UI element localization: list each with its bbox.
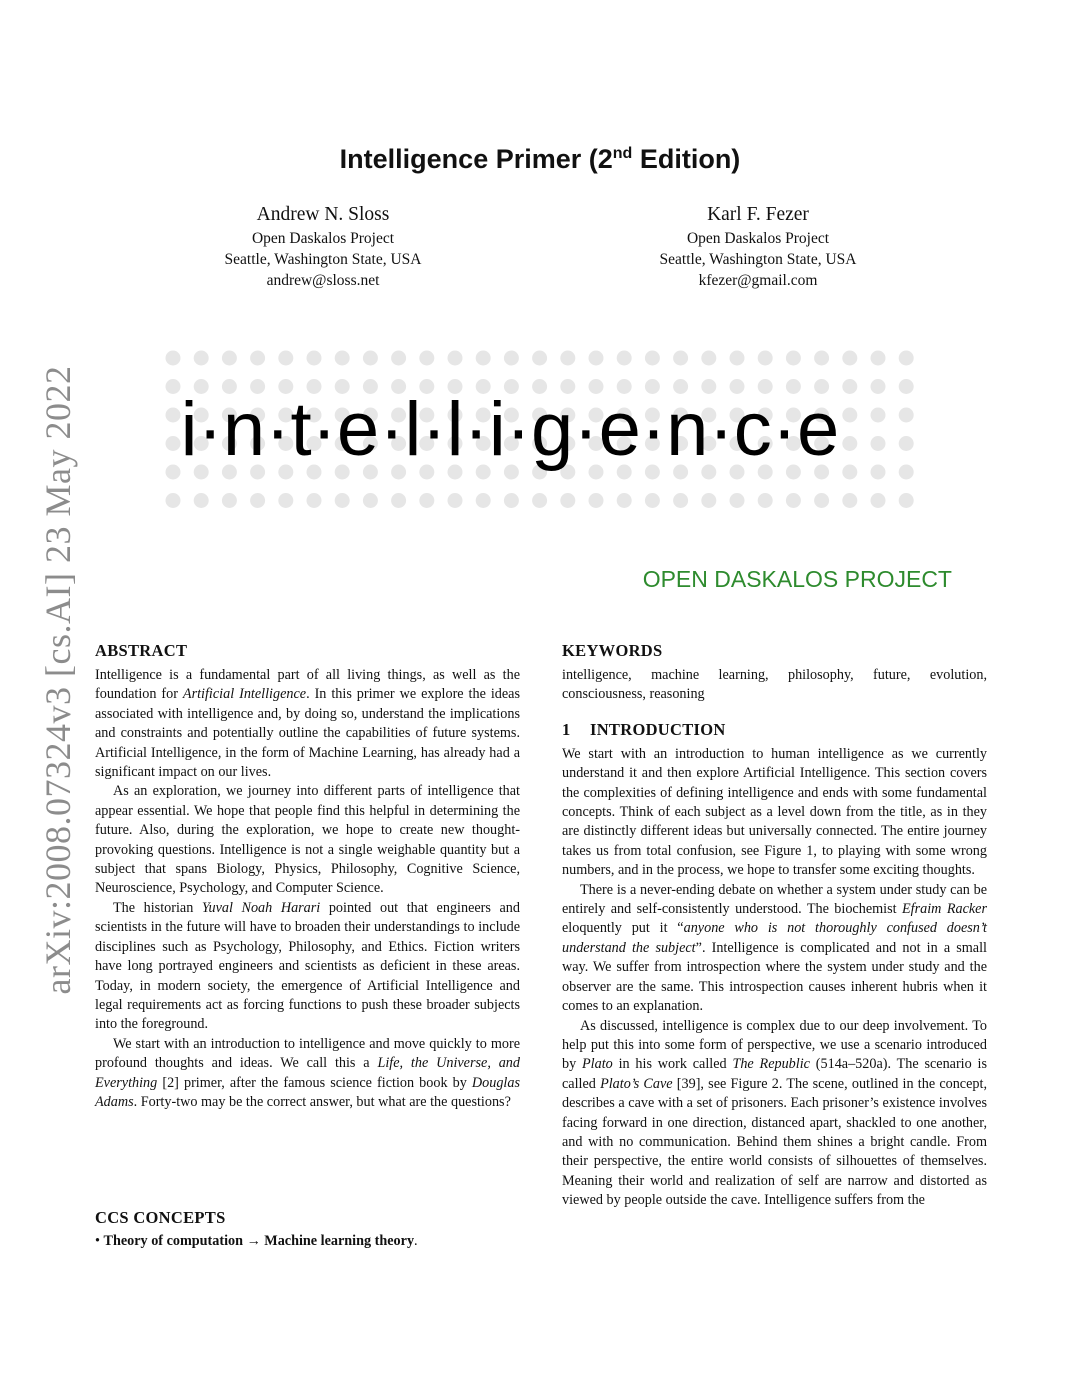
- logo-dot: [419, 351, 434, 366]
- author-block: [143, 202, 503, 291]
- logo-dot: [589, 493, 604, 508]
- logo-dot: [871, 379, 886, 394]
- logo-dot: [786, 493, 801, 508]
- logo-dot: [391, 493, 406, 508]
- logo-word: i·n·t·e·l·l·i·g·e·n·c·e: [180, 387, 840, 472]
- logo-dot: [363, 351, 378, 366]
- paper-title: Intelligence Primer (2nd Edition): [339, 144, 741, 174]
- logo-dot: [222, 351, 237, 366]
- author-affiliation: Open Daskalos Project: [686, 230, 830, 247]
- logo-dot: [532, 493, 547, 508]
- logo-dot: [899, 436, 914, 451]
- logo-dot: [504, 351, 519, 366]
- logo-dot: [504, 493, 519, 508]
- logo-dot: [476, 351, 491, 366]
- logo-dot: [335, 493, 350, 508]
- logo-dot: [476, 493, 491, 508]
- logo-dot: [701, 351, 716, 366]
- author-email: andrew@sloss.net: [266, 272, 380, 289]
- logo-dot: [617, 351, 632, 366]
- abstract-paragraph: As an exploration, we journey into different parts of intelligence that appear essential. We hope that people find this helpful in determining the future. Also, during the exploration, we hope to create new thought-provoking questions. Intelligence is not a single weighable quantity but a subject that spans Biology, Physics, Philosophy, Cognitive Science, Neuroscience, Psychology, and Computer Science.: [95, 783, 520, 897]
- logo-dot: [307, 493, 322, 508]
- logo-dot: [673, 493, 688, 508]
- logo-dot: [842, 351, 857, 366]
- logo-dot: [871, 493, 886, 508]
- logo-dot: [419, 493, 434, 508]
- logo-dot: [194, 493, 209, 508]
- logo-dot: [871, 351, 886, 366]
- logo-dot: [673, 351, 688, 366]
- logo-dot: [448, 351, 463, 366]
- logo-dot: [617, 493, 632, 508]
- left-column: [95, 640, 520, 1112]
- logo-dot: [899, 493, 914, 508]
- logo-dot: [758, 493, 773, 508]
- introduction-heading: 1 INTRODUCTION: [562, 719, 726, 739]
- logo-dot: [560, 351, 575, 366]
- logo-dot: [758, 351, 773, 366]
- logo-dot: [335, 351, 350, 366]
- logo-dot: [166, 351, 181, 366]
- logo-dot: [899, 408, 914, 423]
- abstract-paragraph: We start with an introduction to intelligence and move quickly to more profound thoughts and ideas. We call this a Life, the Universe, and Everything [2] primer, after the famous science fiction book by Douglas Adams. Forty-two may be the correct answer, but what are the questions?: [95, 1035, 520, 1110]
- logo-dot: [701, 493, 716, 508]
- logo-dot: [842, 493, 857, 508]
- logo-dot: [532, 351, 547, 366]
- arxiv-identifier: arXiv:2008.07324v3 [cs.AI] 23 May 2022: [38, 365, 78, 995]
- intro-paragraph: As discussed, intelligence is complex due to our deep involvement. To help put this into some form of perspective, we use a scenario introduced by Plato in his work called The Republic (514a–520a). The scenario is called Plato’s Cave [39], see Figure 2. The scene, outlined in the concept, describes a cave with a set of prisoners. Each prisoner’s existence involves facing forward in one direction, distanced apart, shackled to one another, and with no communication. Behind them shines a bright candle. From their perspective, the entire world consists of silhouettes of themselves. Meaning their world and realization of self are narrow and distorted as viewed by people outside the cave. Intelligence suffers from the: [562, 1017, 987, 1209]
- logo-dot: [786, 351, 801, 366]
- author-block: [578, 202, 938, 291]
- logo-dot: [250, 493, 265, 508]
- logo-dot: [363, 493, 378, 508]
- project-name: OPEN DASKALOS PROJECT: [642, 566, 952, 592]
- author-name: Karl F. Fezer: [707, 204, 809, 225]
- author-name: Andrew N. Sloss: [256, 204, 390, 225]
- logo-dot: [278, 351, 293, 366]
- logo-dot: [448, 493, 463, 508]
- author-affiliation: Open Daskalos Project: [251, 230, 395, 247]
- logo-dot: [278, 493, 293, 508]
- author-location: Seattle, Washington State, USA: [659, 251, 857, 268]
- logo-dot: [814, 493, 829, 508]
- logo-dot: [222, 493, 237, 508]
- intro-paragraph: There is a never-ending debate on whether a system under study can be entirely and self-consistently understood. The biochemist Efraim Racker eloquently put it “anyone who is not thoroughly confused doesn’t understand the subject”. Intelligence is complicated and not in a small way. We suffer from introspection where the system under study and the observer are the same. This introspection causes inherent hubris when it comes to an explanation.: [562, 881, 987, 1015]
- arxiv-sidebar: [38, 360, 78, 1000]
- keywords-heading: KEYWORDS: [562, 641, 663, 660]
- right-column: [562, 640, 987, 1211]
- intelligence-logo: [160, 345, 920, 515]
- ccs-concepts: • Theory of computation → Machine learning theory.: [95, 1233, 418, 1249]
- logo-dot: [871, 465, 886, 480]
- keywords-text: intelligence, machine learning, philosophy, future, evolution, consciousness, reasoning: [562, 667, 987, 703]
- intro-paragraph: We start with an introduction to human intelligence as we currently understand it and then explore Artificial Intelligence. This section covers the complexities of defining intelligence and ends with some fundamental concepts. Think of each subject as a level down from the title, as in they are distinctly different ideas but universally connected. The entire journey takes us from total confusion, see Figure 1, to playing with some wrong numbers, and in the process, we hope to transfer some exciting thoughts.: [562, 745, 987, 879]
- author-email: kfezer@gmail.com: [698, 272, 818, 289]
- logo-dot: [589, 351, 604, 366]
- logo-dot: [871, 408, 886, 423]
- logo-dot: [814, 351, 829, 366]
- logo-dot: [899, 465, 914, 480]
- logo-dot: [307, 351, 322, 366]
- logo-dot: [250, 351, 265, 366]
- logo-dot: [391, 351, 406, 366]
- logo-dot: [645, 493, 660, 508]
- logo-dot: [730, 351, 745, 366]
- abstract-paragraph: The historian Yuval Noah Harari pointed out that engineers and scientists in the future will have to broaden their understandings to include disciplines such as Psychology, Philosophy, and Ethics. Fiction writers have long portrayed engineers and scientists as deficient in these areas. Today, in modern society, the emergence of Artificial Intelligence and legal requirements act as forcing functions to push these broader subjects into the foreground.: [95, 899, 520, 1033]
- logo-dot: [645, 351, 660, 366]
- logo-dot: [871, 436, 886, 451]
- ccs-concept: Theory of computation → Machine learning theory: [103, 1233, 415, 1249]
- author-location: Seattle, Washington State, USA: [224, 251, 422, 268]
- abstract-heading: ABSTRACT: [95, 641, 188, 660]
- ccs-heading: CCS CONCEPTS: [95, 1208, 226, 1227]
- logo-dot: [560, 493, 575, 508]
- logo-dot: [194, 351, 209, 366]
- logo-dot: [730, 493, 745, 508]
- logo-dot: [899, 351, 914, 366]
- title-superscript: nd: [612, 145, 633, 162]
- abstract-paragraph: Intelligence is a fundamental part of all living things, as well as the foundation for Artificial Intelligence. In this primer we explore the ideas associated with intelligence and, by doing so, understand the implications and constraints and potentially outline the capabilities of future systems. Artificial Intelligence, in the form of Machine Learning, has already had a significant impact on our lives.: [95, 667, 520, 781]
- logo-dot: [899, 379, 914, 394]
- logo-dot: [166, 493, 181, 508]
